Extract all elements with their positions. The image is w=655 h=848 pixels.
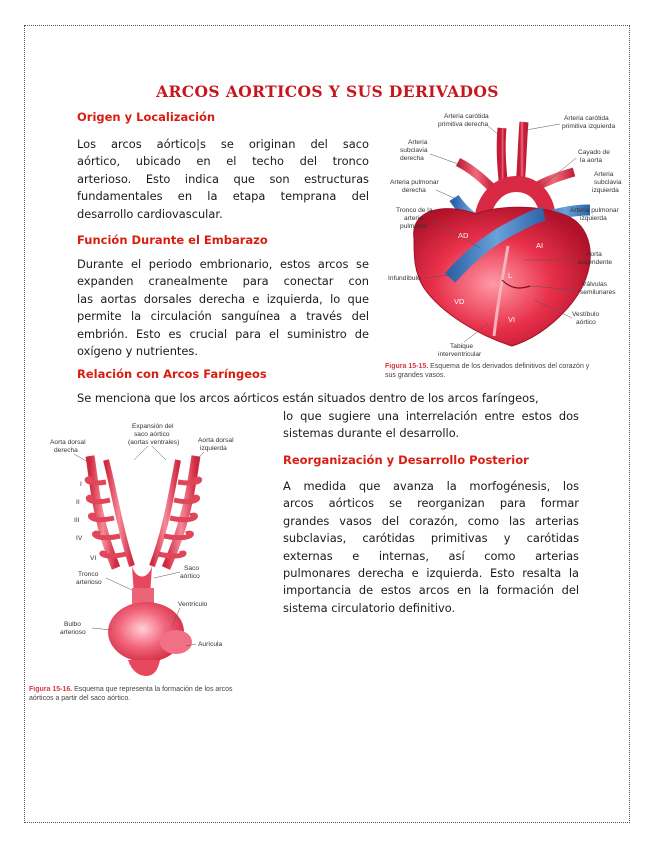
line: sistema circulatorio definitivo. [283, 600, 456, 615]
label-tabique-1: Tabique [450, 343, 474, 350]
label-pulmonar-izq-1: Arteria pulmonar [570, 207, 619, 214]
line: pulmonares derecha e izquierda. Esto resalta la [283, 566, 579, 581]
label-ad: AD [458, 231, 469, 240]
label-vi: VI [508, 315, 516, 324]
arch-numeral-4: IV [76, 535, 83, 542]
label-subclavia-der-2: subclavia [400, 147, 428, 154]
arches-figure [28, 420, 276, 680]
label-expansion-3: (aortas ventrales) [128, 439, 180, 446]
label-pulmonar-der-1: Arteria pulmonar [390, 179, 439, 186]
label-subclavia-der-3: derecha [400, 155, 424, 162]
label-subclavia-izq-2: subclavia [594, 179, 622, 186]
label-aorta-der-2: derecha [54, 447, 78, 454]
caption-heart-text: Esquema de los derivados definitivos del corazón y [430, 363, 590, 370]
label-carotida-der-2: primitiva derecha [438, 121, 489, 128]
label-valvulas-1: Válvulas [582, 281, 607, 288]
label-pulmonar-izq-2: izquierda [580, 215, 607, 222]
label-tronco-2: arteria [404, 215, 423, 222]
heading-reorganizacion: Reorganización y Desarrollo Posterior [283, 453, 529, 467]
line: Los arcos aórtico|s se originan del saco [77, 137, 369, 151]
line: las aortas dorsales derecha e izquierda, lo que [77, 291, 369, 306]
heading-relacion: Relación con Arcos Faríngeos [77, 367, 267, 381]
label-saco-1: Saco [184, 565, 200, 572]
label-infundibulo: Infundíbulo [388, 275, 421, 282]
arch-numeral-6: VI [90, 555, 97, 562]
line: externas e internas, así como arterias [283, 548, 579, 563]
label-aorta-izq-2: izquierda [200, 445, 227, 452]
caption-arches-text: Esquema que representa la formación de los arcos [74, 686, 233, 693]
paragraph-reorganizacion [283, 478, 579, 617]
paragraph-origen [77, 136, 369, 223]
line: aórtico, ubicado en el techo del tronco [77, 154, 369, 169]
label-subclavia-der-1: Arteria [408, 139, 428, 146]
heart-figure [384, 110, 629, 360]
line: permite la circulación sanguínea a través del [77, 309, 369, 324]
label-aorta-izq-1: Aorta dorsal [198, 437, 234, 444]
label-bulbo-1: Bulbo [64, 621, 81, 628]
caption-arches-label: Figura 15-16. [29, 686, 73, 693]
label-vestibulo-2: aórtico [576, 319, 596, 326]
label-l: L [508, 271, 513, 280]
label-cayado-2: la aorta [580, 157, 602, 164]
label-tronco-1: Tronco de la [396, 207, 433, 214]
label-aorta-asc-2: ascendente [578, 259, 613, 266]
label-auricula: Aurícula [198, 641, 223, 648]
label-cayado-1: Cayado de [578, 149, 610, 156]
line: importancia de estos arcos en la formación del [283, 583, 579, 598]
line: arcos aórticos se reorganizan para formar [283, 496, 579, 511]
label-pulmonar-der-2: derecha [402, 187, 426, 194]
label-vd: VD [454, 297, 465, 306]
caption-heart [385, 362, 625, 380]
label-carotida-izq-2: primitiva izquierda [562, 123, 616, 130]
heading-origen: Origen y Localización [77, 110, 216, 124]
label-ai: AI [536, 241, 544, 250]
label-vestibulo-1: Vestíbulo [572, 311, 600, 318]
line: lo que sugiere una interrelación entre estos dos [283, 409, 579, 423]
arch-numeral-1: I [80, 481, 82, 488]
label-carotida-izq-1: Arteria carótida [564, 115, 609, 122]
paragraph-funcion [77, 256, 369, 360]
label-bulbo-2: arterioso [60, 629, 86, 636]
label-aorta-asc-1: Aorta [586, 251, 602, 258]
line: subclavias, carótidas primitivas y carótidas [283, 531, 579, 546]
line: Durante el periodo embrionario, estos arcos se [77, 257, 369, 271]
label-tabique-2: interventricular [438, 351, 482, 358]
line: desarrollo cardiovascular. [77, 206, 223, 221]
page-title: ARCOS AORTICOS Y SUS DERIVADOS [156, 82, 499, 101]
label-valvulas-2: semilunares [580, 289, 616, 296]
line: grandes vasos del corazón, como las arterias [283, 513, 579, 528]
caption-arches [29, 685, 279, 703]
auricula-shape [128, 660, 160, 676]
caption-heart-text2: sus grandes vasos. [385, 372, 446, 379]
label-tronco-1: Tronco [78, 571, 99, 578]
label-subclavia-izq-3: izquierda [592, 187, 619, 194]
label-expansion-2: saco aórtico [134, 431, 170, 438]
ventriculo-shape [160, 630, 192, 654]
label-expansion-1: Expansión del [132, 423, 174, 430]
label-carotida-der-1: Arteria carótida [444, 113, 489, 120]
line: fundamentales en la etapa temprana del [77, 189, 369, 204]
line: arterioso. Esto indica que son estructuras [77, 171, 369, 186]
subclavian-right-vessel [458, 162, 494, 190]
caption-heart-label: Figura 15-15. [385, 363, 429, 370]
line: expanden cranealmente para conectar con [77, 274, 369, 289]
label-ventriculo: Ventrículo [178, 601, 208, 608]
line: oxígeno y nutrientes. [77, 344, 198, 359]
label-tronco-3: pulmonar [400, 223, 428, 230]
label-saco-2: aórtico [180, 573, 200, 580]
paragraph-relacion-line1: Se menciona que los arcos aórticos están situados dentro de los arcos faríngeos, [77, 391, 539, 405]
heading-funcion: Función Durante el Embarazo [77, 233, 268, 247]
line: sistemas durante el desarrollo. [283, 426, 460, 441]
caption-arches-text2: aórticos a partir del saco aórtico. [29, 695, 131, 702]
arch-numeral-3: III [74, 517, 80, 524]
label-aorta-der-1: Aorta dorsal [50, 439, 86, 446]
paragraph-relacion-rest [283, 408, 579, 443]
arch-numeral-2: II [76, 499, 80, 506]
line: embrión. Esto es crucial para el suministro de [77, 326, 369, 341]
label-subclavia-izq-1: Arteria [594, 171, 614, 178]
label-tronco-2: arterioso [76, 579, 102, 586]
line: A medida que avanza la morfogénesis, los [283, 479, 579, 493]
